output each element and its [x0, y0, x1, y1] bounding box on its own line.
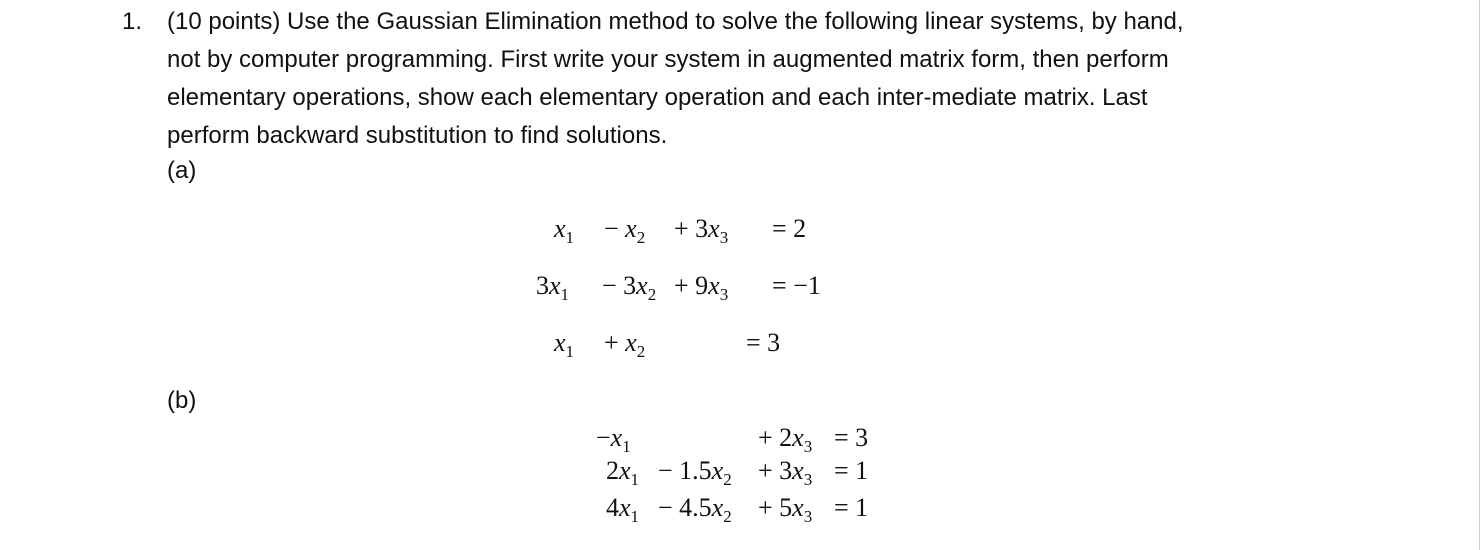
equation-a-2: $3x_1$ − $3x_2$ + $9x_3$ = −1 [536, 271, 821, 304]
equation-a-3: $x_1$ + $x_2$ = 3 [554, 328, 781, 361]
question-line: elementary operations, show each elementary operation and each inter-mediate matrix. Last [167, 84, 1148, 111]
question-number: 1. [122, 8, 143, 35]
part-a-label: (a) [167, 157, 197, 184]
part-b-label: (b) [167, 387, 197, 414]
equation-b-2: $2x_1$ − $1.5x_2$ + $3x_3$ = 1 [606, 456, 869, 489]
equation-a-1: $x_1$ − $x_2$ + $3x_3$ = 2 [554, 214, 807, 247]
question-line: perform backward substitution to find solutions. [167, 122, 668, 149]
question-line: (10 points) Use the Gaussian Elimination method to solve the following linear systems, by hand, [167, 8, 1184, 35]
equation-b-3: $4x_1$ − $4.5x_2$ + $5x_3$ = 1 [606, 493, 869, 526]
question-text [167, 3, 1347, 155]
question-line: not by computer programming. First write your system in augmented matrix form, then perform [167, 46, 1169, 73]
equation-b-1: $-x_1$ + $2x_3$ = 3 [596, 423, 869, 456]
